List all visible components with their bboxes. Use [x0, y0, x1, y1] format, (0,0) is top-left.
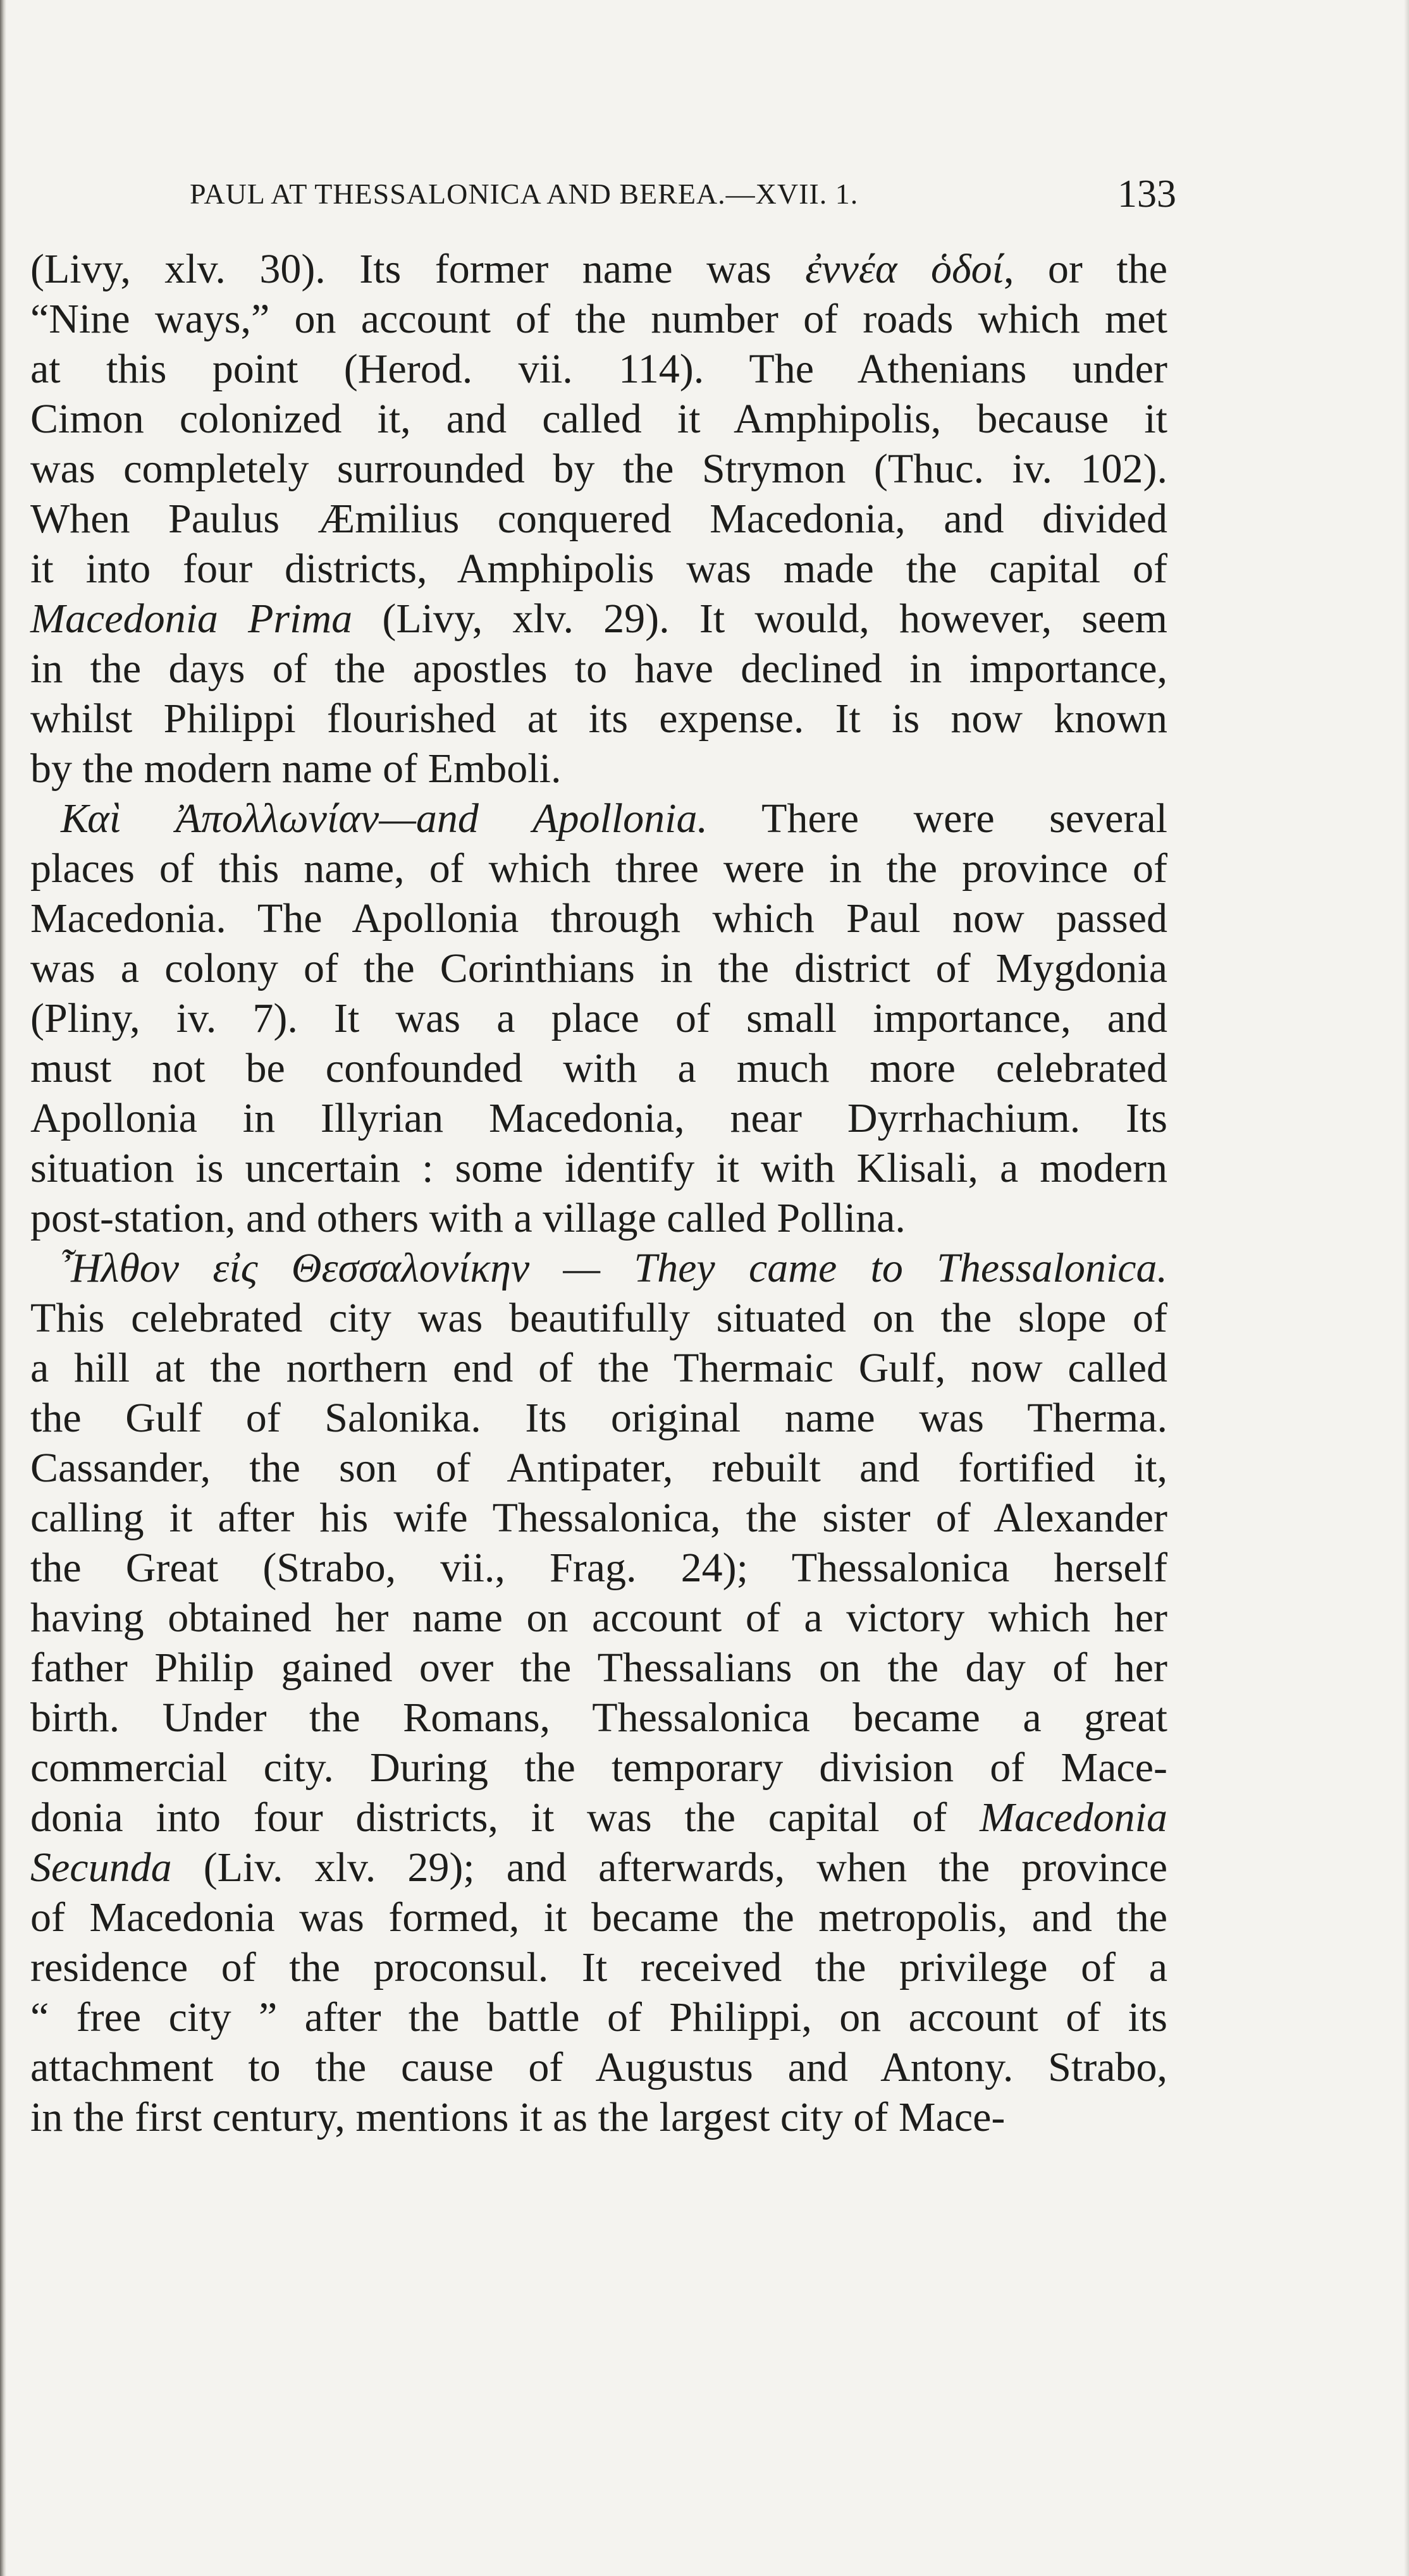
text-line: [30, 744, 1167, 794]
page-number: 133: [1117, 173, 1176, 216]
text-segment: having obtained her name on account of a victory which her: [30, 1595, 1167, 1641]
paragraph: [30, 1243, 1167, 2142]
paragraph: [30, 794, 1167, 1243]
text-line: [30, 1443, 1167, 1493]
text-line: [30, 2092, 1167, 2142]
text-segment: must not be confounded with a much more celebrated: [30, 1045, 1167, 1091]
text-line: [30, 843, 1167, 893]
text-segment: Cimon colonized it, and called it Amphipolis, because it: [30, 396, 1167, 442]
text-segment: places of this name, of which three were in the province of: [30, 845, 1167, 892]
text-line: [30, 1843, 1167, 1892]
text-line: [30, 1693, 1167, 1743]
text-line: [30, 1743, 1167, 1793]
text-segment: (Livy, xlv. 29). It would, however, seem: [352, 596, 1168, 642]
text-segment: post-station, and others with a village called Pollina.: [30, 1195, 906, 1241]
text-segment: was completely surrounded by the Strymon (Thuc. iv. 102).: [30, 446, 1167, 492]
text-line: [30, 544, 1167, 594]
text-line: [30, 1343, 1167, 1393]
text-segment: father Philip gained over the Thessalians on the day of her: [30, 1645, 1167, 1691]
text-line: [30, 794, 1167, 843]
text-segment: in the days of the apostles to have declined in importance,: [30, 646, 1167, 692]
text-line: [30, 394, 1167, 444]
text-segment: (Livy, xlv. 30). Its former name was: [30, 246, 806, 292]
italic-text: Macedonia: [980, 1794, 1167, 1841]
text-line: [30, 644, 1167, 694]
body-text: [30, 244, 1167, 2142]
text-line: [30, 1643, 1167, 1693]
text-line: [30, 1293, 1167, 1343]
text-line: [30, 1093, 1167, 1143]
italic-text: Macedonia Prima: [30, 596, 353, 642]
italic-text: Secunda: [30, 1844, 172, 1891]
text-line: [30, 694, 1167, 744]
text-line: [30, 943, 1167, 993]
text-line: [30, 444, 1167, 494]
text-line: [30, 1992, 1167, 2042]
text-segment: whilst Philippi flourished at its expense. It is now known: [30, 696, 1167, 742]
text-segment: of Macedonia was formed, it became the metropolis, and the: [30, 1894, 1167, 1941]
page-header: [190, 172, 1176, 229]
page-right-edge: [1404, 0, 1409, 2576]
text-line: [30, 1942, 1167, 1992]
text-segment: Apollonia in Illyrian Macedonia, near Dyrrhachium. Its: [30, 1095, 1167, 1141]
text-line: [30, 1593, 1167, 1643]
text-segment: “ free city ” after the battle of Philippi, on account of its: [30, 1994, 1167, 2040]
text-segment: residence of the proconsul. It received the privilege of a: [30, 1944, 1167, 1990]
text-segment: This celebrated city was beautifully situated on the slope of: [30, 1295, 1167, 1341]
text-segment: the Great (Strabo, vii., Frag. 24); Thessalonica herself: [30, 1545, 1167, 1591]
text-line: [30, 344, 1167, 394]
page-binding-edge: [0, 0, 6, 2576]
text-line: [30, 2042, 1167, 2092]
text-line: [30, 1243, 1167, 1293]
text-segment: There were several: [707, 795, 1167, 842]
text-segment: attachment to the cause of Augustus and Antony. Strabo,: [30, 2044, 1167, 2090]
text-segment: in the first century, mentions it as the largest city of Mace-: [30, 2094, 1006, 2140]
running-head: PAUL AT THESSALONICA AND BEREA.—XVII. 1.: [190, 178, 859, 210]
text-segment: (Liv. xlv. 29); and afterwards, when the province: [171, 1844, 1167, 1891]
text-line: [30, 294, 1167, 344]
text-segment: calling it after his wife Thessalonica, the sister of Alexander: [30, 1495, 1167, 1541]
text-line: [30, 1143, 1167, 1193]
text-segment: birth. Under the Romans, Thessalonica became a great: [30, 1695, 1167, 1741]
italic-text: ἐννέα ὁδοί: [805, 246, 1004, 292]
italic-text: Ἦλθον εἰς Θεσσαλονίκην — They came to Thessalonica.: [61, 1245, 1167, 1291]
text-segment: Macedonia. The Apollonia through which Paul now passed: [30, 895, 1167, 941]
text-segment: “Nine ways,” on account of the number of roads which met: [30, 296, 1167, 342]
text-segment: commercial city. During the temporary division of Mace-: [30, 1745, 1167, 1791]
text-segment: situation is uncertain : some identify it with Klisali, a modern: [30, 1145, 1167, 1191]
text-line: [30, 1393, 1167, 1443]
text-segment: it into four districts, Amphipolis was made the capital of: [30, 546, 1167, 592]
text-segment: donia into four districts, it was the capital of: [30, 1794, 980, 1841]
text-line: [30, 1043, 1167, 1093]
text-segment: by the modern name of Emboli.: [30, 745, 562, 792]
text-line: [30, 1193, 1167, 1243]
text-line: [30, 1543, 1167, 1593]
text-line: [30, 594, 1167, 644]
text-line: [30, 494, 1167, 544]
text-segment: Cassander, the son of Antipater, rebuilt and fortified it,: [30, 1445, 1167, 1491]
paragraph: [30, 244, 1167, 794]
text-line: [30, 1793, 1167, 1843]
text-segment: When Paulus Æmilius conquered Macedonia, and divided: [30, 496, 1167, 542]
italic-text: Καὶ Ἀπολλωνίαν—and Apollonia.: [61, 795, 708, 842]
text-segment: the Gulf of Salonika. Its original name was Therma.: [30, 1395, 1167, 1441]
text-line: [30, 1892, 1167, 1942]
text-segment: at this point (Herod. vii. 114). The Athenians under: [30, 346, 1167, 392]
text-segment: was a colony of the Corinthians in the district of Mygdonia: [30, 945, 1167, 991]
text-line: [30, 993, 1167, 1043]
text-line: [30, 244, 1167, 294]
text-segment: a hill at the northern end of the Thermaic Gulf, now called: [30, 1345, 1167, 1391]
text-segment: (Pliny, iv. 7). It was a place of small importance, and: [30, 995, 1167, 1041]
text-line: [30, 893, 1167, 943]
text-line: [30, 1493, 1167, 1543]
text-segment: , or the: [1003, 246, 1167, 292]
